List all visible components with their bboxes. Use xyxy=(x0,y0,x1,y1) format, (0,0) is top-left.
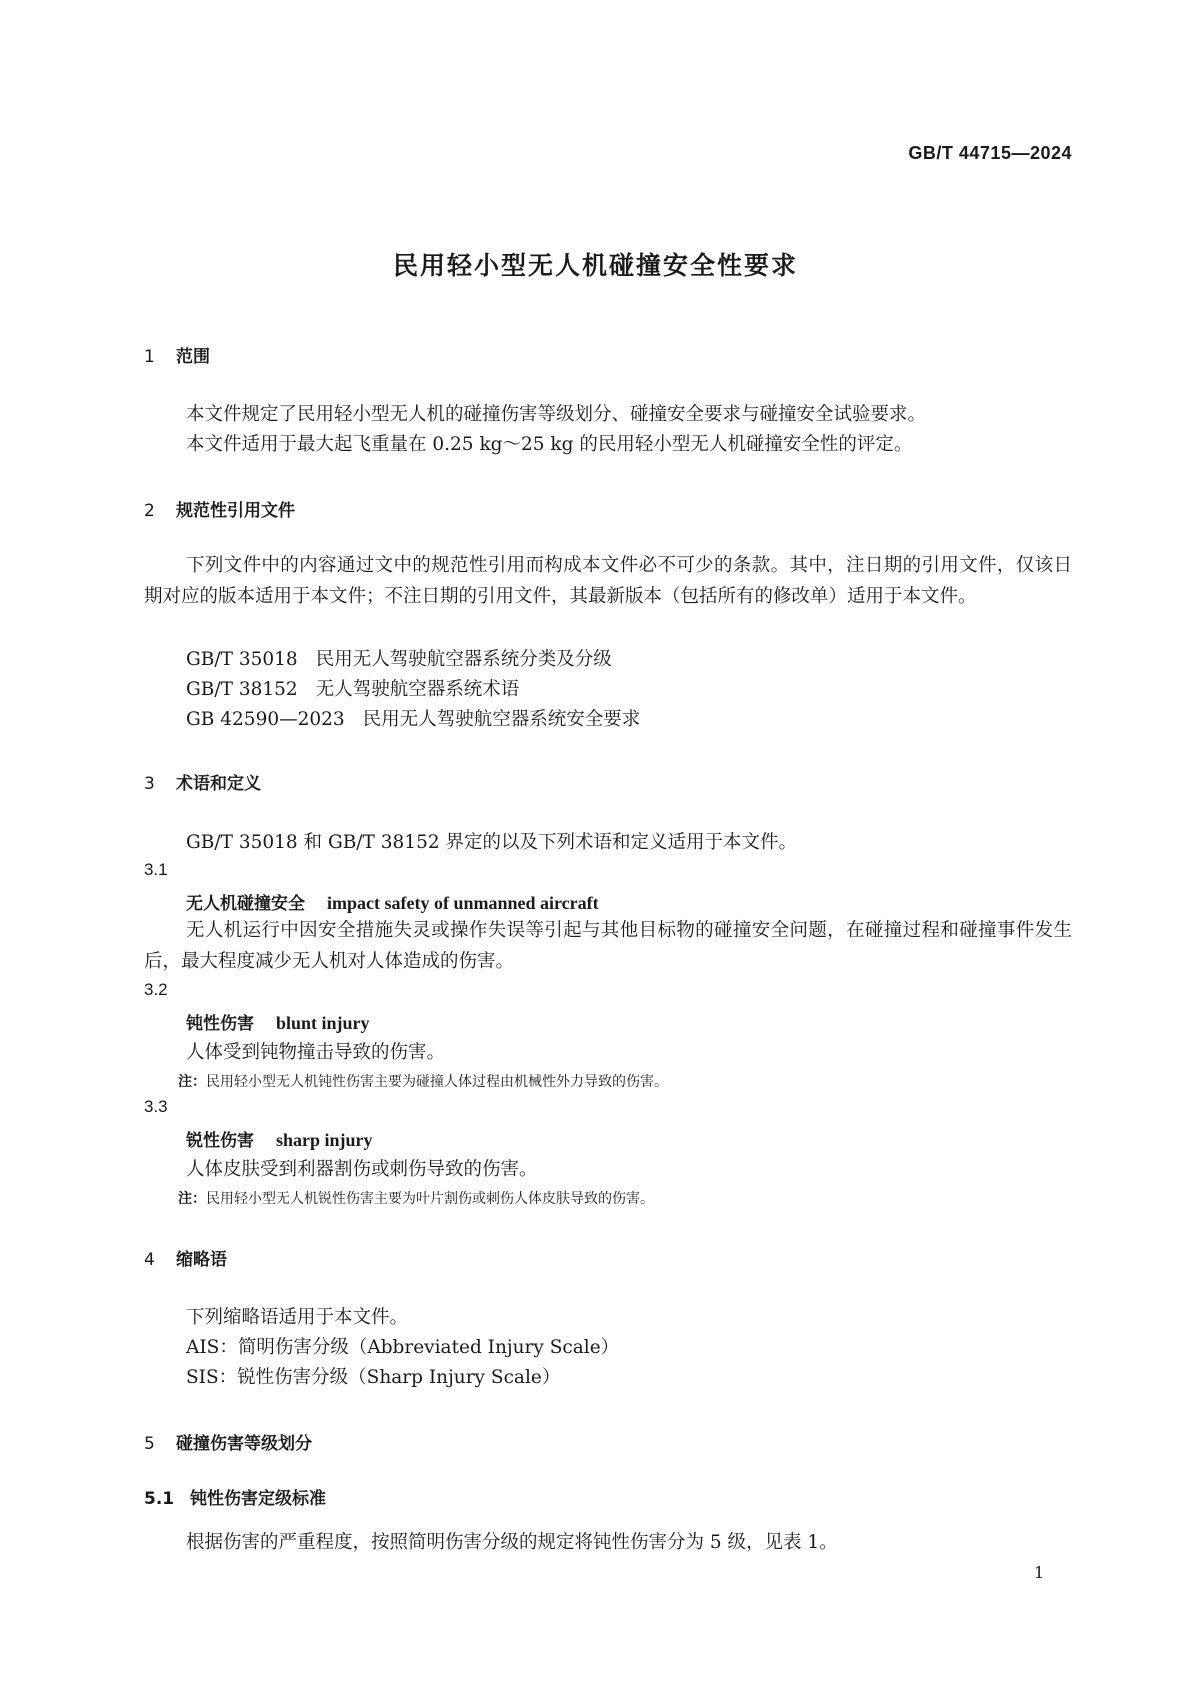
reference-name: 民用无人驾驶航空器系统安全要求 xyxy=(362,709,641,730)
section-number: 5.1 xyxy=(144,1489,175,1509)
reference-item xyxy=(186,705,640,731)
term-heading xyxy=(186,1126,373,1151)
document-title: 民用轻小型无人机碰撞安全性要求 xyxy=(392,251,798,280)
abbreviation-item: SIS：锐性伤害分级（Sharp Injury Scale） xyxy=(186,1367,561,1388)
section-title: 碰撞伤害等级划分 xyxy=(176,1434,312,1454)
term-definition: 人体受到钝物撞击导致的伤害。 xyxy=(186,1042,446,1063)
section-4-heading xyxy=(144,1245,227,1270)
paragraph: 下列缩略语适用于本文件。 xyxy=(186,1307,409,1328)
section-title: 术语和定义 xyxy=(176,774,261,794)
abbreviation-item: AIS：简明伤害分级（Abbreviated Injury Scale） xyxy=(186,1337,620,1358)
section-number: 1 xyxy=(144,347,155,367)
term-heading xyxy=(186,889,599,914)
section-5-1-heading xyxy=(144,1484,326,1509)
standard-number: GB/T 44715—2024 xyxy=(908,143,1072,163)
paragraph: GB/T 35018 和 GB/T 38152 界定的以及下列术语和定义适用于本文件。 xyxy=(186,832,797,853)
term-number: 3.1 xyxy=(144,860,168,879)
section-title: 规范性引用文件 xyxy=(176,501,295,521)
reference-code: GB 42590—2023 xyxy=(186,709,345,730)
note-text: 民用轻小型无人机锐性伤害主要为叶片割伤或刺伤人体皮肤导致的伤害。 xyxy=(206,1191,654,1207)
note-label: 注： xyxy=(178,1191,206,1207)
section-title: 钝性伤害定级标准 xyxy=(190,1489,326,1509)
term-definition: 无人机运行中因安全措施失灵或操作失误等引起与其他目标物的碰撞安全问题，在碰撞过程和碰撞事件发生后，最大程度减少无人机对人体造成的伤害。 xyxy=(144,920,1072,972)
note-label: 注： xyxy=(178,1074,206,1090)
reference-name: 民用无人驾驶航空器系统分类及分级 xyxy=(315,649,612,670)
term-number: 3.3 xyxy=(144,1097,168,1116)
reference-code: GB/T 35018 xyxy=(186,649,298,670)
term-zh: 锐性伤害 xyxy=(186,1131,254,1151)
reference-item xyxy=(186,675,519,701)
page-number: 1 xyxy=(1034,1563,1045,1582)
reference-name: 无人驾驶航空器系统术语 xyxy=(315,679,520,700)
note xyxy=(178,1188,654,1208)
term-en: impact safety of unmanned aircraft xyxy=(327,893,599,913)
term-zh: 无人机碰撞安全 xyxy=(186,894,305,914)
section-title: 缩略语 xyxy=(176,1250,227,1270)
section-number: 4 xyxy=(144,1250,155,1270)
section-2-heading xyxy=(144,496,295,521)
paragraph: 下列文件中的内容通过文中的规范性引用而构成本文件必不可少的条款。其中，注日期的引用文件，仅该日期对应的版本适用于本文件；不注日期的引用文件，其最新版本（包括所有的修改单）适用于本文件。 xyxy=(144,555,1072,607)
paragraph: 根据伤害的严重程度，按照简明伤害分级的规定将钝性伤害分为 5 级，见表 1。 xyxy=(186,1532,838,1553)
note xyxy=(178,1071,668,1091)
paragraph: 本文件规定了民用轻小型无人机的碰撞伤害等级划分、碰撞安全要求与碰撞安全试验要求。 xyxy=(186,404,927,425)
section-title: 范围 xyxy=(176,347,210,367)
term-en: blunt injury xyxy=(276,1013,370,1033)
section-5-heading xyxy=(144,1429,312,1454)
section-3-heading xyxy=(144,769,261,794)
term-number: 3.2 xyxy=(144,980,168,999)
term-en: sharp injury xyxy=(276,1130,373,1150)
section-number: 5 xyxy=(144,1434,155,1454)
paragraph: 本文件适用于最大起飞重量在 0.25 kg～25 kg 的民用轻小型无人机碰撞安全性的评定。 xyxy=(186,434,913,455)
section-number: 3 xyxy=(144,774,155,794)
reference-code: GB/T 38152 xyxy=(186,679,298,700)
term-zh: 钝性伤害 xyxy=(186,1014,254,1034)
term-heading xyxy=(186,1009,370,1034)
section-number: 2 xyxy=(144,501,155,521)
section-1-heading xyxy=(144,342,210,367)
reference-item xyxy=(186,645,612,671)
term-definition: 人体皮肤受到利器割伤或刺伤导致的伤害。 xyxy=(186,1159,538,1180)
note-text: 民用轻小型无人机钝性伤害主要为碰撞人体过程由机械性外力导致的伤害。 xyxy=(206,1074,668,1090)
